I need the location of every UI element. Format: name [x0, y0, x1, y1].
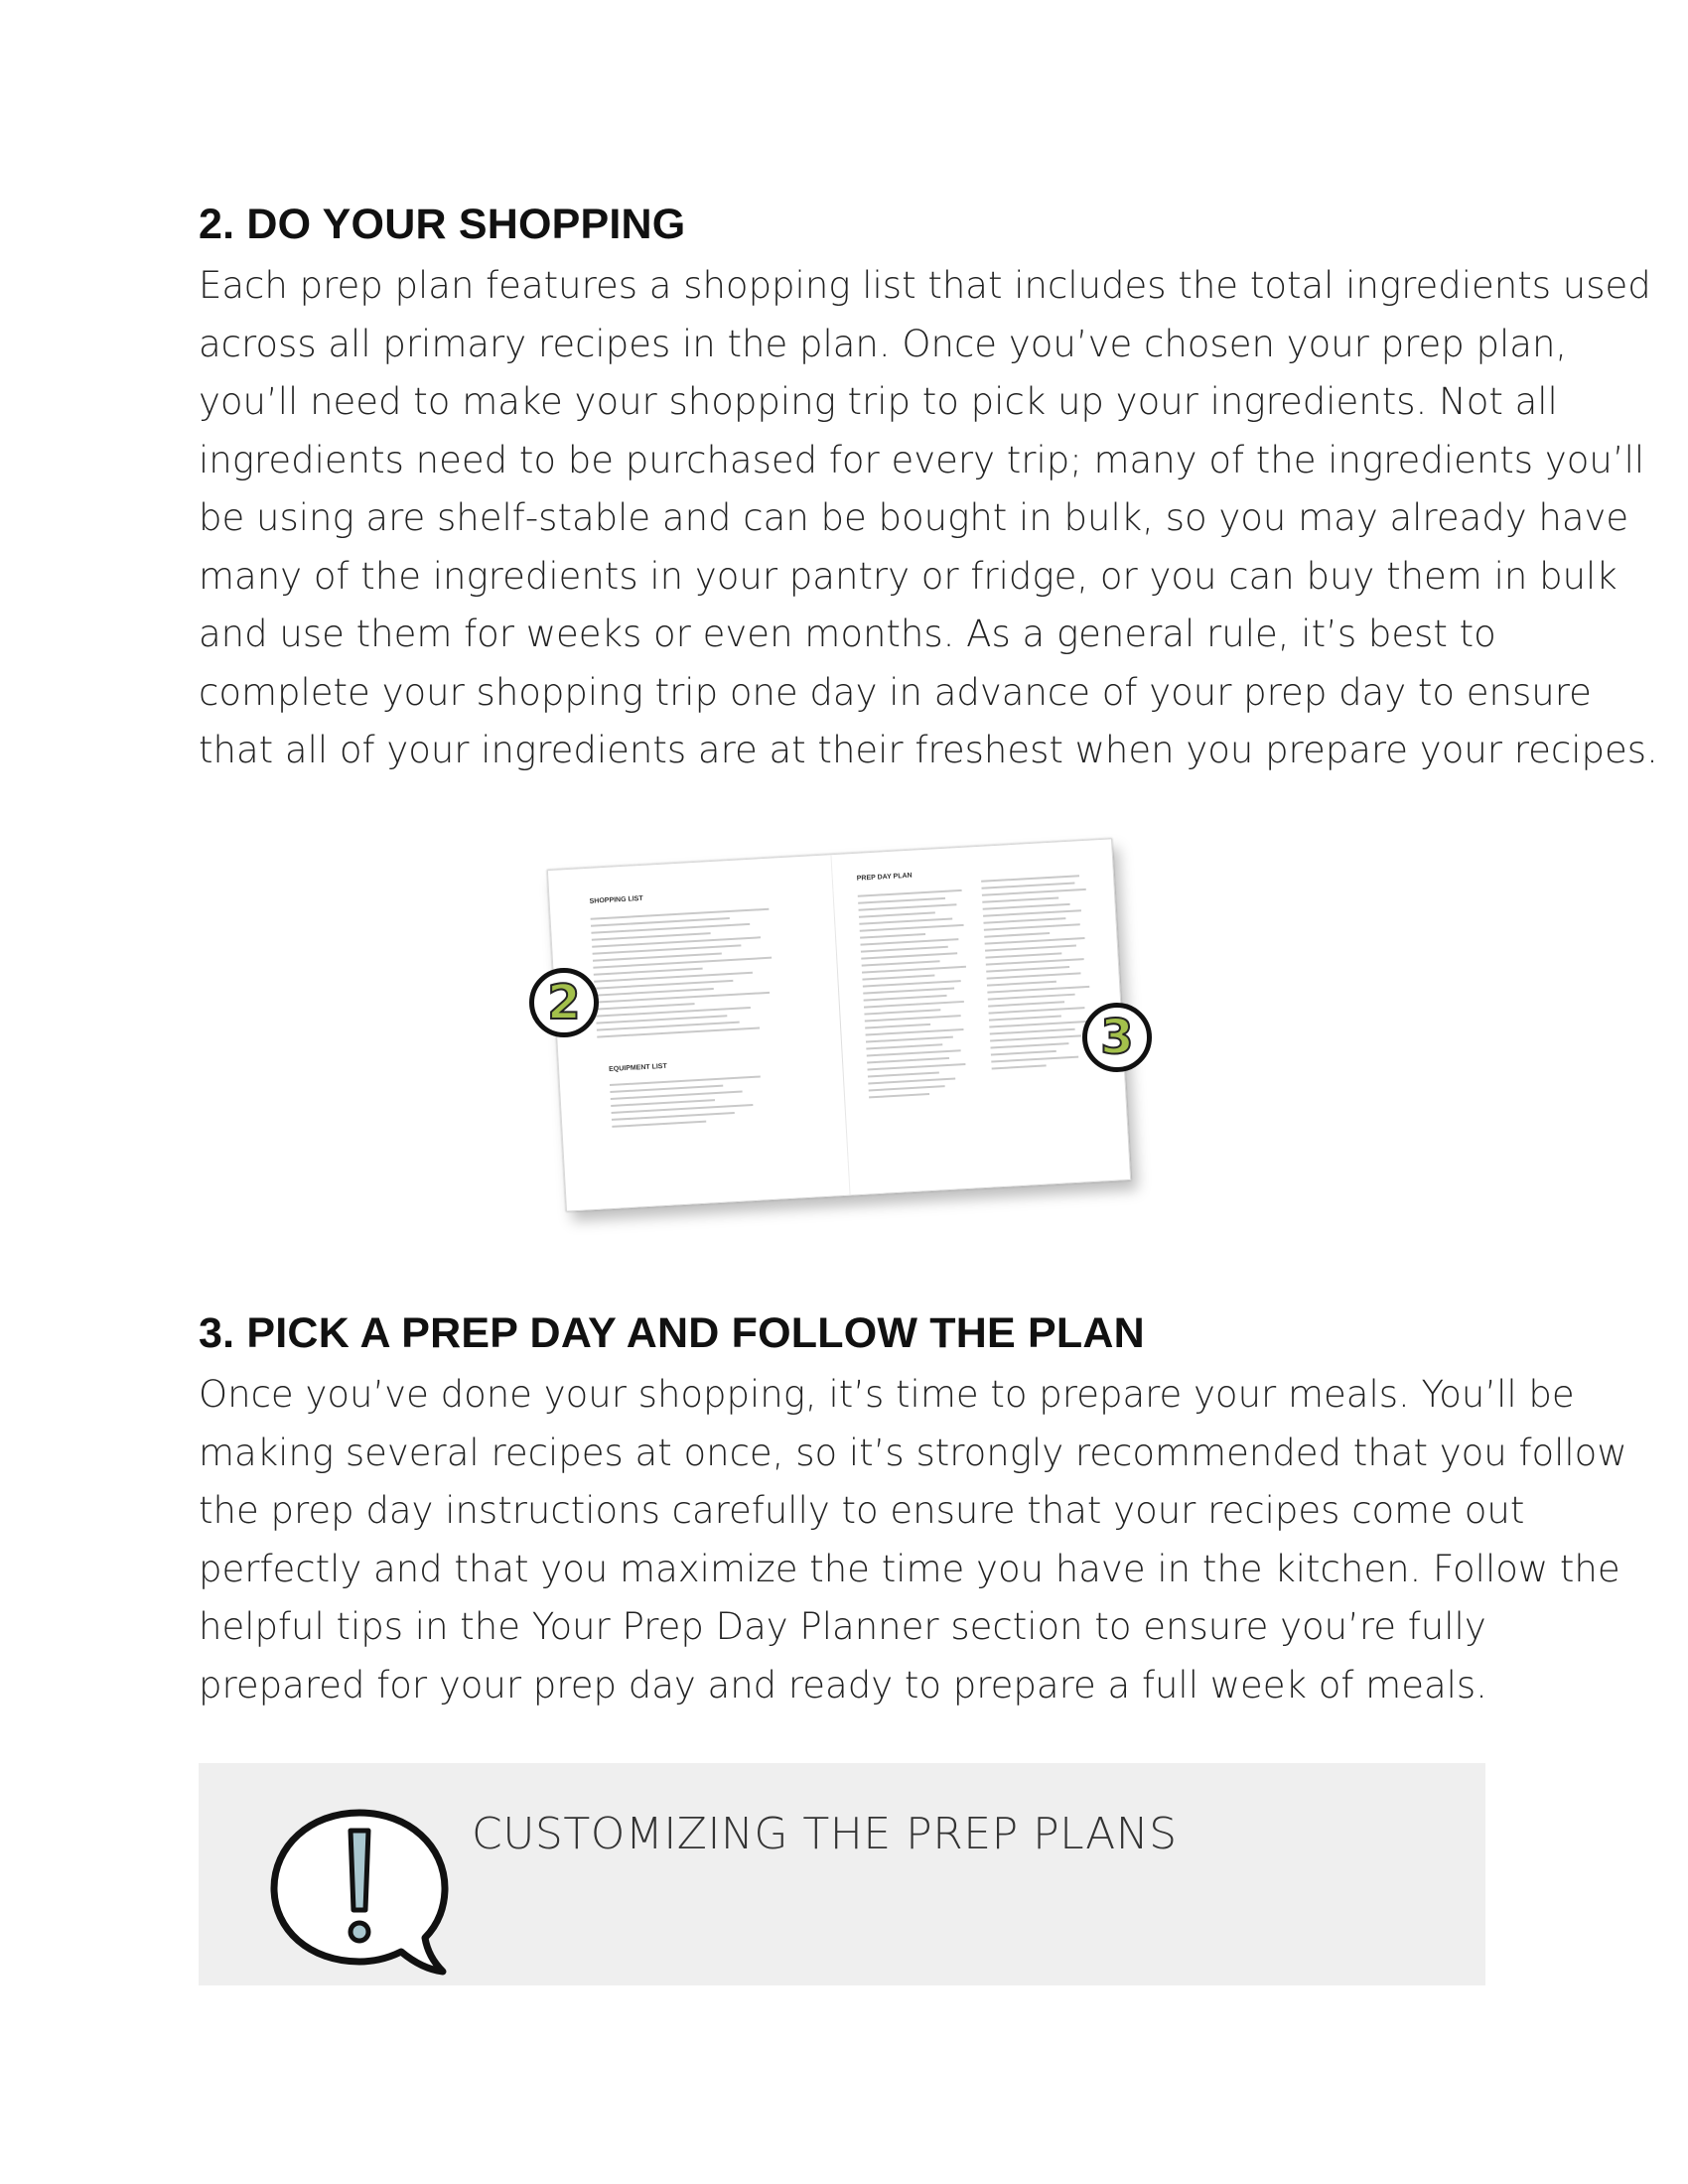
section-heading: 2. DO YOUR SHOPPING [199, 201, 686, 248]
prep-day-plan-title: PREP DAY PLAN [856, 872, 913, 883]
body-line: prepared for your prep day and ready to prepare a full week of meals. [199, 1663, 1487, 1706]
exclamation-speech-bubble-icon [268, 1803, 452, 1977]
body-line: Each prep plan features a shopping list that includes the total ingredients used [199, 264, 1651, 307]
body-line: be using are shelf-stable and can be bought in bulk, so you may already have [199, 496, 1629, 539]
prep-plan-illustration [516, 834, 1162, 1231]
body-line: the prep day instructions carefully to ensure that your recipes come out [199, 1489, 1525, 1532]
prep-plan-lines-col1 [858, 889, 979, 1104]
body-line: making several recipes at once, so it’s strongly recommended that you follow [199, 1431, 1627, 1474]
step-2-badge [529, 968, 599, 1037]
book-spread-image [547, 838, 1134, 1211]
body-line: helpful tips in the Your Prep Day Planner section to ensure you’re fully [199, 1605, 1486, 1648]
body-line: across all primary recipes in the plan. Once you’ve chosen your prep plan, [199, 322, 1568, 365]
badge-number: 2 [547, 975, 581, 1030]
section-body [199, 257, 1658, 780]
shopping-list-lines [591, 907, 796, 1043]
body-line: perfectly and that you maximize the time you have in the kitchen. Follow the [199, 1547, 1620, 1590]
equipment-list-title: EQUIPMENT LIST [608, 1062, 667, 1074]
body-line: you’ll need to make your shopping trip to pick up your ingredients. Not all [199, 380, 1558, 423]
body-line: that all of your ingredients are at their freshest when you prepare your recipes. [199, 729, 1658, 771]
section-heading: 3. PICK A PREP DAY AND FOLLOW THE PLAN [199, 1309, 1145, 1357]
tip-box [199, 1763, 1485, 1985]
tip-title: CUSTOMIZING THE PREP PLANS [472, 1809, 1178, 1859]
section-body [199, 1366, 1627, 1714]
badge-number: 3 [1100, 1010, 1134, 1065]
section-shopping [199, 201, 1658, 780]
body-line: many of the ingredients in your pantry or fridge, or you can buy them in bulk [199, 554, 1618, 598]
equipment-list-lines [610, 1073, 800, 1133]
body-line: and use them for weeks or even months. As a general rule, it’s best to [199, 613, 1496, 655]
body-line: ingredients need to be purchased for every trip; many of the ingredients you’ll [199, 438, 1645, 481]
section-prep-day [199, 1309, 1627, 1714]
shopping-list-title: SHOPPING LIST [589, 894, 643, 905]
body-line: Once you’ve done your shopping, it’s time to prepare your meals. You’ll be [199, 1373, 1575, 1416]
body-line: complete your shopping trip one day in advance of your prep day to ensure [199, 670, 1592, 714]
step-3-badge [1082, 1003, 1152, 1072]
